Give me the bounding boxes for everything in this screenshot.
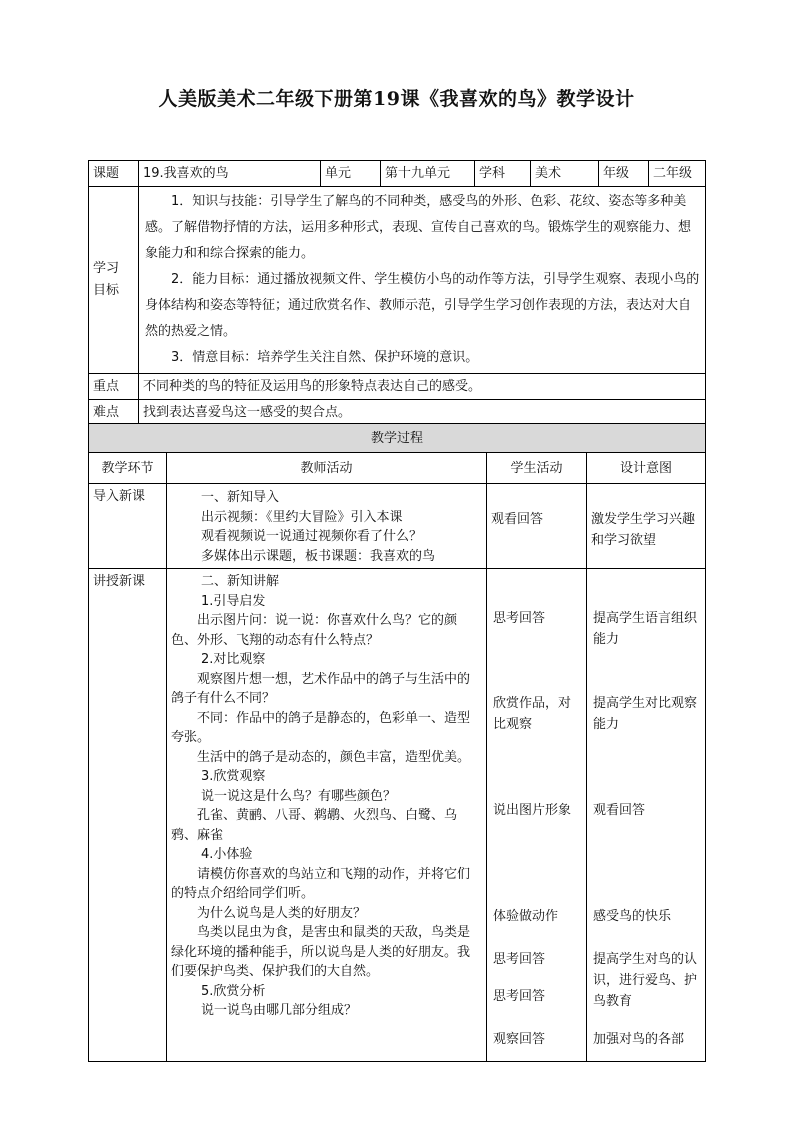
process-header-row bbox=[89, 453, 706, 484]
objectives-label-line: 学习 bbox=[93, 261, 120, 276]
unit-label: 单元 bbox=[321, 161, 381, 187]
intro-row bbox=[89, 484, 706, 569]
objectives-content bbox=[139, 187, 706, 374]
lesson-value: 19.我喜欢的鸟 bbox=[139, 161, 321, 187]
intro-student: 观看回答 bbox=[487, 484, 587, 569]
teacher-line: 鸟类以昆虫为食，是害虫和鼠类的天敌，鸟类是绿化环境的播种能手，所以说鸟是人类的好朋友。我们要保护鸟类、保护我们的大自然。 bbox=[171, 925, 471, 979]
teacher-line: 请模仿你喜欢的鸟站立和飞翔的动作，并将它们的特点介绍给同学们听。 bbox=[171, 866, 471, 901]
teacher-line: 多媒体出示课题，板书课题：我喜欢的鸟 bbox=[201, 548, 436, 564]
teacher-line: 说一说这是什么鸟？有哪些颜色？ bbox=[201, 788, 397, 804]
teacher-line: 一、新知导入 bbox=[201, 490, 280, 505]
teacher-line: 生活中的鸽子是动态的，颜色丰富，造型优美。 bbox=[197, 749, 471, 765]
teach-stage: 讲授新课 bbox=[89, 569, 167, 1062]
objective-item: 1．知识与技能：引导学生了解鸟的不同种类，感受鸟的外形、色彩、花纹、姿态等多种美感。了解借物抒情的方法，运用多种形式，表现、宣传自己喜欢的鸟。锻炼学生的观察能力、想象能力和和综合探索的能力。 bbox=[145, 194, 692, 261]
teacher-line: 二、新知讲解 bbox=[201, 574, 280, 589]
teacher-line: 2.对比观察 bbox=[201, 652, 266, 667]
teacher-line: 3.欣赏观察 bbox=[201, 769, 266, 784]
student-activity: 思考回答 bbox=[493, 989, 546, 1004]
intro-intent: 激发学生学习兴趣和学习欲望 bbox=[587, 484, 706, 569]
unit-value: 第十九单元 bbox=[381, 161, 475, 187]
teacher-line: 不同：作品中的鸽子是静态的，色彩单一、造型夸张。 bbox=[171, 710, 471, 745]
header-student: 学生活动 bbox=[487, 453, 587, 484]
teacher-line: 孔雀、黄鹂、八哥、鹈鹕、火烈鸟、白鹭、乌鸦、麻雀 bbox=[171, 808, 458, 843]
teacher-line: 4.小体验 bbox=[201, 847, 253, 862]
teacher-line: 观看视频说一说通过视频你看了什么？ bbox=[201, 529, 423, 544]
teach-intent bbox=[587, 569, 706, 1062]
header-intent: 设计意图 bbox=[587, 453, 706, 484]
subject-value: 美术 bbox=[531, 161, 599, 187]
subject-label: 学科 bbox=[475, 161, 531, 187]
student-activity: 说出图片形象 bbox=[493, 803, 572, 818]
teacher-line: 观察图片想一想，艺术作品中的鸽子与生活中的鸽子有什么不同？ bbox=[171, 671, 471, 706]
difficulty-text: 找到表达喜爱鸟这一感受的契合点。 bbox=[139, 400, 706, 426]
key-point-row bbox=[89, 374, 706, 400]
key-point-label: 重点 bbox=[89, 374, 139, 400]
teacher-line: 出示视频：《里约大冒险》引入本课 bbox=[201, 509, 403, 525]
teach-teacher bbox=[167, 569, 487, 1062]
difficulty-row bbox=[89, 400, 706, 426]
objective-item: 2．能力目标：通过播放视频文件、学生模仿小鸟的动作等方法，引导学生观察、表现小鸟的身体结构和姿态等特征；通过欣赏名作、教师示范，引导学生学习创作表现的方法，表达对大自然的热爱之情。 bbox=[145, 272, 700, 339]
design-intent: 提高学生语言组织能力 bbox=[593, 611, 698, 647]
design-intent: 观看回答 bbox=[593, 803, 646, 818]
intro-stage: 导入新课 bbox=[89, 484, 167, 569]
student-activity: 思考回答 bbox=[493, 611, 546, 626]
info-row bbox=[89, 161, 706, 187]
grade-label: 年级 bbox=[599, 161, 649, 187]
teach-student bbox=[487, 569, 587, 1062]
info-table bbox=[88, 160, 706, 426]
page-title: 人美版美术二年级下册第19课《我喜欢的鸟》教学设计 bbox=[158, 88, 635, 110]
objectives-label bbox=[89, 187, 139, 374]
objective-item: 3．情意目标：培养学生关注自然、保护环境的意识。 bbox=[171, 350, 479, 365]
header-stage: 教学环节 bbox=[89, 453, 167, 484]
lesson-label: 课题 bbox=[89, 161, 139, 187]
teacher-line: 说一说鸟由哪几部分组成？ bbox=[201, 1003, 358, 1018]
design-intent: 感受鸟的快乐 bbox=[593, 909, 672, 924]
design-intent: 加强对鸟的各部 bbox=[593, 1032, 685, 1047]
process-band-row bbox=[89, 424, 706, 453]
header-teacher: 教师活动 bbox=[167, 453, 487, 484]
objectives-row bbox=[89, 187, 706, 374]
teach-row bbox=[89, 569, 706, 1062]
student-activity: 思考回答 bbox=[493, 952, 546, 967]
teacher-line: 5.欣赏分析 bbox=[201, 983, 266, 999]
grade-value: 二年级 bbox=[649, 161, 706, 187]
design-intent: 提高学生对比观察能力 bbox=[593, 696, 698, 732]
difficulty-label: 难点 bbox=[89, 400, 139, 426]
student-activity: 体验做动作 bbox=[493, 909, 559, 924]
process-table bbox=[88, 423, 706, 1062]
teacher-line: 为什么说鸟是人类的好朋友？ bbox=[197, 905, 367, 921]
student-activity: 欣赏作品，对比观察 bbox=[493, 696, 572, 732]
process-band: 教学过程 bbox=[89, 424, 706, 453]
design-intent: 提高学生对鸟的认识，进行爱鸟、护鸟教育 bbox=[593, 952, 698, 1009]
intro-teacher bbox=[167, 484, 487, 569]
student-activity: 观察回答 bbox=[493, 1032, 546, 1047]
objectives-label-line: 目标 bbox=[93, 283, 120, 298]
teacher-line: 出示图片问：说一说：你喜欢什么鸟？它的颜色、外形、飞翔的动态有什么特点？ bbox=[171, 613, 458, 648]
key-point-text: 不同种类的鸟的特征及运用鸟的形象特点表达自己的感受。 bbox=[139, 374, 706, 400]
teacher-line: 1.引导启发 bbox=[201, 593, 266, 609]
